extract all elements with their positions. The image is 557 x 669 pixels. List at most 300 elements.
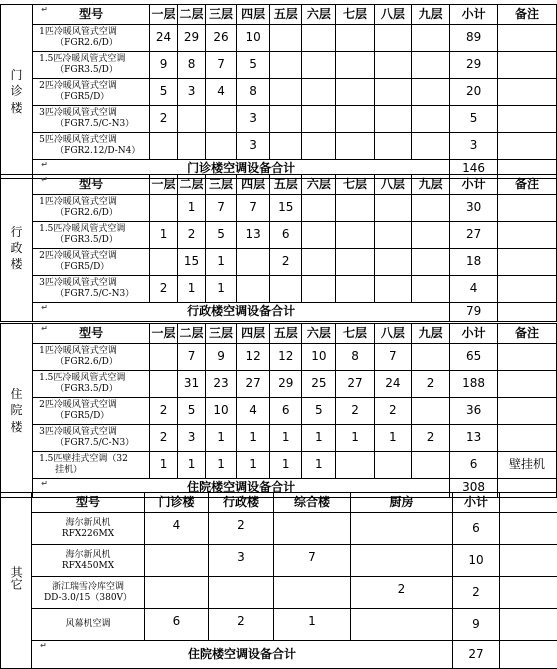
- floor-count: 15: [270, 195, 302, 222]
- table-row: [1, 133, 557, 160]
- header-row: [1, 493, 557, 513]
- column-header: 综合楼: [274, 493, 351, 513]
- building-count: [351, 545, 453, 577]
- model-name: 浙江瑞雪冷库空调: [32, 582, 144, 593]
- floor-count: 1: [178, 276, 206, 303]
- building-char: 住: [1, 386, 32, 402]
- subtotal-cell: 30: [450, 195, 498, 222]
- floor-count: 12: [270, 344, 302, 371]
- column-header: 型号 ↵: [33, 324, 150, 344]
- model-code: RFX450MX: [32, 561, 144, 572]
- floor-count: [374, 222, 411, 249]
- subtotal-cell: 18: [450, 249, 498, 276]
- model-cell: [33, 249, 150, 276]
- model-name: 2匹冷暖风管式空调: [39, 81, 117, 91]
- building-count: [351, 609, 453, 641]
- building-count: [145, 545, 209, 577]
- note-cell: [497, 371, 556, 398]
- floor-count: [270, 133, 302, 160]
- note-cell: [497, 222, 556, 249]
- floor-count: 8: [336, 344, 374, 371]
- floor-count: [411, 195, 449, 222]
- model-cell: [33, 344, 150, 371]
- building-count: 2: [351, 577, 453, 609]
- subtotal-cell: 2: [453, 577, 500, 609]
- table-row: [1, 195, 557, 222]
- floor-count: [411, 133, 449, 160]
- building-count: 2: [209, 513, 274, 545]
- floor-count: [411, 222, 449, 249]
- floor-count: [150, 344, 178, 371]
- model-cell: [33, 425, 150, 452]
- floor-count: [411, 276, 449, 303]
- floor-count: 2: [270, 249, 302, 276]
- other-table: [0, 492, 557, 669]
- model-name: 1.5匹冷暖风管式空调: [39, 54, 125, 64]
- total-label: [33, 303, 450, 322]
- floor-count: [374, 276, 411, 303]
- floor-count: [178, 106, 206, 133]
- floor-count: 1: [302, 452, 336, 479]
- column-header: 小计: [450, 5, 498, 25]
- floor-count: [302, 52, 336, 79]
- note-cell: 壁挂机: [497, 452, 556, 479]
- subtotal-cell: 89: [450, 25, 498, 52]
- column-header: 二层: [178, 175, 206, 195]
- model-name: 5匹冷暖风管式空调: [39, 135, 117, 145]
- total-label-text: 行政楼空调设备合计: [187, 304, 295, 318]
- floor-count: 7: [237, 195, 270, 222]
- floor-count: [411, 106, 449, 133]
- column-header: 七层: [336, 5, 374, 25]
- column-header: 七层: [336, 175, 374, 195]
- floor-count: 1: [270, 425, 302, 452]
- floor-count: [336, 222, 374, 249]
- floor-count: [270, 79, 302, 106]
- model-cell: [32, 545, 145, 577]
- column-header: 七层: [336, 324, 374, 344]
- floor-count: 31: [178, 371, 206, 398]
- column-header: 六层: [302, 175, 336, 195]
- column-header: 门诊楼: [145, 493, 209, 513]
- floor-count: [270, 276, 302, 303]
- note-cell: [497, 195, 556, 222]
- column-header: 型号 ↵: [33, 175, 150, 195]
- column-header: 三层: [205, 175, 236, 195]
- floor-count: [411, 344, 449, 371]
- building-count: 4: [145, 513, 209, 545]
- model-name: 海尔新风机: [32, 550, 144, 561]
- column-header: 型号 ↵: [33, 5, 150, 25]
- model-cell: [33, 52, 150, 79]
- floor-count: 1: [178, 452, 206, 479]
- model-cell: [33, 371, 150, 398]
- model-name: 2匹冷暖风管式空调: [39, 251, 117, 261]
- floor-count: 15: [178, 249, 206, 276]
- floor-count: [411, 452, 449, 479]
- column-header: 型号: [32, 493, 145, 513]
- floor-count: 9: [205, 344, 236, 371]
- note-cell: [497, 276, 556, 303]
- table-row: [1, 452, 557, 479]
- floor-count: [374, 25, 411, 52]
- column-header: 三层: [205, 5, 236, 25]
- building-count: [351, 513, 453, 545]
- model-code: （FGR7.5/C-N3）: [39, 289, 149, 300]
- total-row: [1, 641, 557, 669]
- floor-count: [411, 79, 449, 106]
- floor-count: [302, 133, 336, 160]
- subtotal-cell: 6: [450, 452, 498, 479]
- column-header: 九层: [411, 324, 449, 344]
- floor-count: 6: [270, 222, 302, 249]
- floor-count: [374, 79, 411, 106]
- column-header: 四层: [237, 324, 270, 344]
- row-empty: [500, 545, 557, 577]
- column-header: 四层: [237, 175, 270, 195]
- building-label: [1, 324, 33, 498]
- floor-count: [302, 106, 336, 133]
- floor-count: 7: [205, 52, 236, 79]
- floor-count: [302, 249, 336, 276]
- column-header: 五层: [270, 175, 302, 195]
- model-cell: [33, 25, 150, 52]
- model-cell: [33, 398, 150, 425]
- total-value: 308: [450, 479, 498, 498]
- floor-count: [411, 52, 449, 79]
- section-table: [0, 174, 557, 322]
- floor-count: 1: [270, 452, 302, 479]
- floor-count: 1: [374, 425, 411, 452]
- column-header: 四层: [237, 5, 270, 25]
- column-header: 五层: [270, 5, 302, 25]
- model-code: （FGR5/D）: [39, 92, 149, 103]
- floor-count: 3: [178, 425, 206, 452]
- floor-count: [336, 133, 374, 160]
- model-name: 3匹冷暖风管式空调: [39, 278, 117, 288]
- building-count: 7: [274, 545, 351, 577]
- floor-count: [270, 25, 302, 52]
- building-char: 政: [1, 240, 32, 256]
- floor-count: 1: [237, 452, 270, 479]
- floor-count: [336, 249, 374, 276]
- building-char: 楼: [1, 100, 32, 116]
- return-mark: ↵: [41, 479, 48, 488]
- building-char: 诊: [1, 83, 32, 99]
- floor-count: [374, 106, 411, 133]
- row-empty: [500, 577, 557, 609]
- table-row: [1, 79, 557, 106]
- floor-count: 7: [178, 344, 206, 371]
- floor-count: 8: [237, 79, 270, 106]
- note-cell: [497, 398, 556, 425]
- floor-count: [302, 195, 336, 222]
- building-count: [209, 577, 274, 609]
- floor-count: [411, 25, 449, 52]
- floor-count: 13: [237, 222, 270, 249]
- building-label: [1, 493, 32, 669]
- note-cell: [497, 425, 556, 452]
- model-cell: [33, 106, 150, 133]
- floor-count: 3: [178, 79, 206, 106]
- floor-count: 5: [178, 398, 206, 425]
- floor-count: [336, 276, 374, 303]
- total-label-text: 门诊楼空调设备合计: [187, 161, 295, 175]
- floor-count: 7: [374, 344, 411, 371]
- column-header: 一层: [150, 5, 178, 25]
- model-name: 3匹冷暖风管式空调: [39, 108, 117, 118]
- floor-count: 1: [205, 452, 236, 479]
- column-header: 八层: [374, 324, 411, 344]
- table-row: [1, 52, 557, 79]
- building-text: 其它: [8, 566, 24, 590]
- floor-count: [237, 276, 270, 303]
- floor-count: [336, 79, 374, 106]
- header-row: [1, 324, 557, 344]
- floor-count: 2: [150, 398, 178, 425]
- floor-count: 4: [237, 398, 270, 425]
- floor-count: 1: [205, 249, 236, 276]
- floor-count: 1: [302, 425, 336, 452]
- floor-count: 27: [237, 371, 270, 398]
- table-row: [1, 425, 557, 452]
- floor-count: 10: [302, 344, 336, 371]
- building-label: [1, 5, 33, 179]
- column-header: 行政楼: [209, 493, 274, 513]
- floor-count: 1: [150, 222, 178, 249]
- table-row: [1, 513, 557, 545]
- floor-count: [336, 25, 374, 52]
- table-row: [1, 249, 557, 276]
- column-header: 一层: [150, 175, 178, 195]
- model-cell: [32, 577, 145, 609]
- column-header: 二层: [178, 324, 206, 344]
- table-row: [1, 398, 557, 425]
- floor-count: 10: [237, 25, 270, 52]
- building-char: 楼: [1, 256, 32, 272]
- model-cell: [33, 222, 150, 249]
- header-empty: [500, 493, 557, 513]
- subtotal-cell: 3: [450, 133, 498, 160]
- table-row: [1, 344, 557, 371]
- column-header: 备注: [497, 175, 556, 195]
- subtotal-cell: 4: [450, 276, 498, 303]
- model-name: 1.5匹冷暖风管式空调: [39, 224, 125, 234]
- note-cell: [497, 79, 556, 106]
- model-cell: [33, 195, 150, 222]
- model-code: （FGR2.6/D）: [39, 208, 149, 219]
- building-count: [145, 577, 209, 609]
- table-row: [1, 609, 557, 641]
- floor-count: [411, 398, 449, 425]
- floor-count: [336, 52, 374, 79]
- floor-count: [336, 195, 374, 222]
- return-mark: ↵: [41, 303, 48, 312]
- floor-count: 5: [205, 222, 236, 249]
- floor-count: 5: [150, 79, 178, 106]
- floor-count: [302, 222, 336, 249]
- note-cell: [497, 52, 556, 79]
- model-code: （FGR5/D）: [39, 411, 149, 422]
- total-label-text: 住院楼空调设备合计: [188, 647, 296, 661]
- floor-count: [270, 52, 302, 79]
- floor-count: [205, 106, 236, 133]
- floor-count: 8: [178, 52, 206, 79]
- floor-count: 2: [150, 276, 178, 303]
- column-header: 三层: [205, 324, 236, 344]
- floor-count: [336, 106, 374, 133]
- model-name: 1.5匹冷暖风管式空调: [39, 373, 125, 383]
- building-count: 1: [274, 609, 351, 641]
- floor-count: 3: [237, 106, 270, 133]
- subtotal-cell: 5: [450, 106, 498, 133]
- subtotal-cell: 20: [450, 79, 498, 106]
- return-mark: ↵: [41, 160, 48, 169]
- column-header: 备注: [497, 5, 556, 25]
- floor-count: [150, 195, 178, 222]
- model-code: （FGR2.12/D-N4）: [39, 146, 149, 157]
- model-code: （FGR7.5/C-N3）: [39, 119, 149, 130]
- model-name: 2匹冷暖风管式空调: [39, 400, 117, 410]
- floor-count: [374, 249, 411, 276]
- subtotal-cell: 65: [450, 344, 498, 371]
- model-name: 3匹冷暖风管式空调: [39, 427, 117, 437]
- table-row: [1, 371, 557, 398]
- total-label-text: 住院楼空调设备合计: [187, 480, 295, 494]
- model-cell: [32, 513, 145, 545]
- building-count: 3: [209, 545, 274, 577]
- note-cell: [497, 249, 556, 276]
- floor-count: [302, 79, 336, 106]
- floor-count: 24: [150, 25, 178, 52]
- model-cell: [33, 79, 150, 106]
- table-row: [1, 25, 557, 52]
- note-cell: [497, 106, 556, 133]
- table-row: [1, 577, 557, 609]
- floor-count: 7: [205, 195, 236, 222]
- total-empty: [500, 641, 557, 669]
- building-char: 门: [1, 67, 32, 83]
- total-label: [32, 641, 453, 669]
- column-header: 二层: [178, 5, 206, 25]
- column-header: 小计: [450, 175, 498, 195]
- floor-count: [178, 133, 206, 160]
- building-char: 楼: [1, 419, 32, 435]
- floor-count: 2: [411, 425, 449, 452]
- floor-count: 5: [237, 52, 270, 79]
- building-count: [274, 513, 351, 545]
- subtotal-cell: 188: [450, 371, 498, 398]
- note-cell: [497, 25, 556, 52]
- floor-count: [411, 249, 449, 276]
- column-header: 五层: [270, 324, 302, 344]
- floor-count: 25: [302, 371, 336, 398]
- model-code: RFX226MX: [32, 529, 144, 540]
- model-name: 风幕机空调: [32, 619, 144, 630]
- floor-count: [374, 452, 411, 479]
- column-header: 八层: [374, 175, 411, 195]
- total-value: 79: [450, 303, 498, 322]
- floor-count: 1: [178, 195, 206, 222]
- section-table: [0, 4, 557, 179]
- table-row: [1, 106, 557, 133]
- subtotal-cell: 6: [453, 513, 500, 545]
- model-name: 1匹冷暖风管式空调: [39, 346, 117, 356]
- floor-count: 4: [205, 79, 236, 106]
- table-row: [1, 545, 557, 577]
- subtotal-cell: 10: [453, 545, 500, 577]
- column-header: 小计: [453, 493, 500, 513]
- model-name: 海尔新风机: [32, 518, 144, 529]
- floor-count: 29: [178, 25, 206, 52]
- model-code: （FGR5/D）: [39, 262, 149, 273]
- model-code: （FGR3.5/D）: [39, 65, 149, 76]
- return-mark: ↵: [41, 5, 48, 14]
- floor-count: [205, 133, 236, 160]
- note-cell: [497, 133, 556, 160]
- floor-count: 12: [237, 344, 270, 371]
- floor-count: [302, 276, 336, 303]
- building-char: 院: [1, 402, 32, 418]
- model-code: （FGR3.5/D）: [39, 384, 149, 395]
- table-row: [1, 222, 557, 249]
- floor-count: 2: [336, 398, 374, 425]
- building-char: 行: [1, 224, 32, 240]
- floor-count: 26: [205, 25, 236, 52]
- subtotal-cell: 29: [450, 52, 498, 79]
- column-header: 九层: [411, 5, 449, 25]
- floor-count: 2: [150, 106, 178, 133]
- subtotal-cell: 13: [450, 425, 498, 452]
- model-code: DD-3.0/15（380V）: [32, 593, 144, 604]
- floor-count: 2: [178, 222, 206, 249]
- floor-count: 1: [150, 452, 178, 479]
- floor-count: 9: [150, 52, 178, 79]
- model-code: （FGR3.5/D）: [39, 235, 149, 246]
- column-header: 小计: [450, 324, 498, 344]
- model-code: （FGR2.6/D）: [39, 38, 149, 49]
- note-cell: [497, 344, 556, 371]
- floor-count: [237, 249, 270, 276]
- floor-count: [336, 452, 374, 479]
- building-count: 2: [209, 609, 274, 641]
- floor-count: [302, 25, 336, 52]
- floor-count: 27: [336, 371, 374, 398]
- floor-count: 24: [374, 371, 411, 398]
- total-value: 27: [453, 641, 500, 669]
- floor-count: 10: [205, 398, 236, 425]
- model-cell: [33, 133, 150, 160]
- building-count: [274, 577, 351, 609]
- return-mark: ↵: [40, 641, 47, 650]
- header-row: [1, 175, 557, 195]
- column-header: 六层: [302, 324, 336, 344]
- floor-count: [374, 195, 411, 222]
- column-header: 一层: [150, 324, 178, 344]
- column-header: 备注: [497, 324, 556, 344]
- floor-count: [150, 249, 178, 276]
- model-name: 1匹冷暖风管式空调: [39, 27, 117, 37]
- header-row: [1, 5, 557, 25]
- floor-count: [374, 133, 411, 160]
- floor-count: [374, 52, 411, 79]
- floor-count: 1: [237, 425, 270, 452]
- column-header: 六层: [302, 5, 336, 25]
- column-header: 九层: [411, 175, 449, 195]
- floor-count: 1: [205, 425, 236, 452]
- column-header: 厨房: [351, 493, 453, 513]
- floor-count: 29: [270, 371, 302, 398]
